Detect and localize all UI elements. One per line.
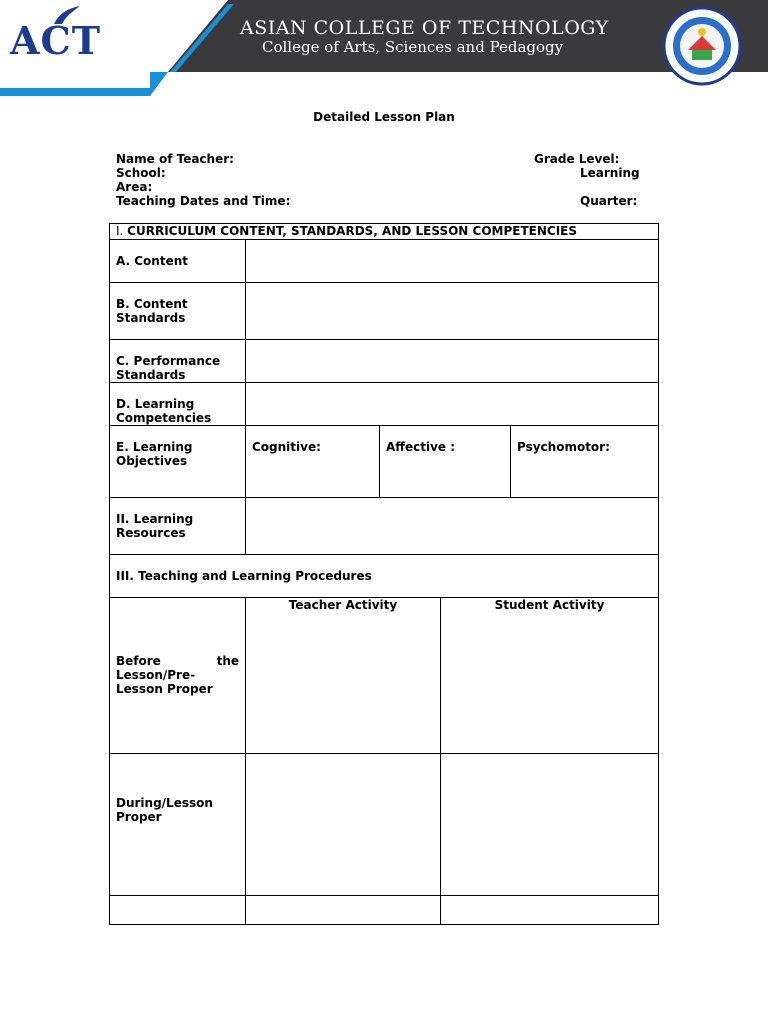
procedures-header: III. Teaching and Learning Procedures <box>109 554 659 598</box>
college-department: College of Arts, Sciences and Pedagogy <box>262 38 564 56</box>
before-word: Before <box>116 654 161 668</box>
learning-competencies-label: D. Learning Competencies <box>109 382 246 426</box>
before-student-activity-field[interactable] <box>440 597 659 754</box>
teaching-dates-label: Teaching Dates and Time: <box>116 194 291 208</box>
during-lesson-label: During/Lesson Proper <box>109 753 246 896</box>
learning-competencies-field[interactable] <box>245 382 659 426</box>
psychomotor-label: Psychomotor: <box>517 440 610 454</box>
name-of-teacher-label: Name of Teacher: <box>116 152 234 166</box>
affective-field[interactable] <box>379 425 511 498</box>
cognitive-field[interactable] <box>245 425 380 498</box>
content-standards-label: B. Content Standards <box>109 282 246 340</box>
quarter-label: Quarter: <box>580 194 638 208</box>
document-title: Detailed Lesson Plan <box>313 110 455 124</box>
lesson-plan-table <box>109 223 659 925</box>
section-1-prefix: I. <box>116 224 128 238</box>
cognitive-label: Cognitive: <box>252 440 321 454</box>
affective-label: Affective : <box>386 440 456 454</box>
learning-resources-label: II. Learning Resources <box>109 497 246 555</box>
school-label: School: <box>116 166 166 180</box>
content-field[interactable] <box>245 239 659 283</box>
content-label: A. Content <box>109 239 246 283</box>
before-teacher-activity-field[interactable] <box>245 597 441 754</box>
next-teacher-activity-field[interactable] <box>245 895 441 925</box>
next-stage-label <box>109 895 246 925</box>
learning-resources-field[interactable] <box>245 497 659 555</box>
section-1-title: CURRICULUM CONTENT, STANDARDS, AND LESSON COMPETENCIES <box>127 224 578 238</box>
psychomotor-field[interactable] <box>510 425 659 498</box>
before-lesson-first-line <box>116 654 239 668</box>
learning-label: Learning <box>580 166 640 180</box>
college-seal-icon <box>662 6 742 86</box>
act-logo: ACT <box>10 18 102 63</box>
before-lesson-rest: Lesson/Pre-Lesson Proper <box>116 668 213 696</box>
college-name: ASIAN COLLEGE OF TECHNOLOGY <box>240 17 609 39</box>
teacher-activity-header: Teacher Activity <box>288 598 398 612</box>
student-activity-header: Student Activity <box>494 598 605 612</box>
performance-standards-field[interactable] <box>245 339 659 383</box>
header-banner <box>0 0 768 100</box>
learning-objectives-label: E. Learning Objectives <box>109 425 246 498</box>
area-label: Area: <box>116 180 153 194</box>
before-lesson-label <box>109 597 246 754</box>
grade-level-label: Grade Level: <box>534 152 620 166</box>
content-standards-field[interactable] <box>245 282 659 340</box>
the-word: the <box>216 654 239 668</box>
section-1-header <box>109 223 659 240</box>
performance-standards-label: C. Performance Standards <box>109 339 246 383</box>
next-student-activity-field[interactable] <box>440 895 659 925</box>
during-teacher-activity-field[interactable] <box>245 753 441 896</box>
during-student-activity-field[interactable] <box>440 753 659 896</box>
